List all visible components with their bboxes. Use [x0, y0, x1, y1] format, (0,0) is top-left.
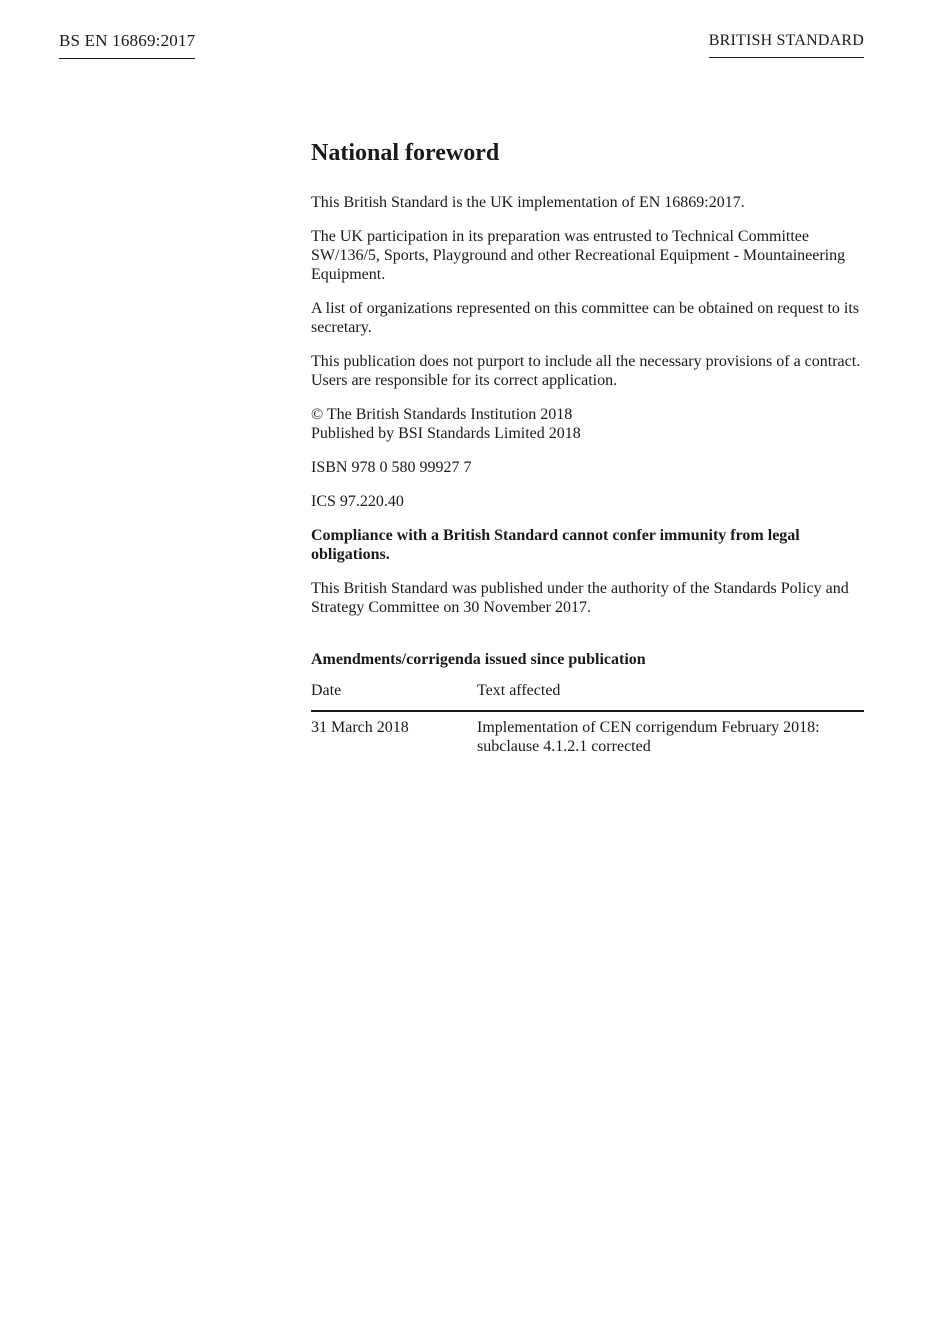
copyright-line: © The British Standards Institution 2018 — [311, 406, 573, 423]
isbn-line: ISBN 978 0 580 99927 7 — [311, 459, 472, 476]
table-row — [311, 711, 864, 756]
committee-paragraph: The UK participation in its preparation was entrusted to Technical Committee SW/136/5, Sports, Playground and other Recreational Equipment - Mountaineering Equipment. — [311, 228, 846, 283]
table-header-row — [311, 679, 864, 711]
ics-line: ICS 97.220.40 — [311, 493, 404, 510]
document-type: BRITISH STANDARD — [709, 31, 864, 58]
foreword-section — [311, 138, 864, 756]
text-affected-column-header: Text affected — [477, 679, 864, 711]
amendment-text-cell: Implementation of CEN corrigendum February 2018: subclause 4.1.2.1 corrected — [477, 719, 820, 755]
publisher-line: Published by BSI Standards Limited 2018 — [311, 425, 581, 442]
compliance-statement: Compliance with a British Standard cannot confer immunity from legal obligations. — [311, 527, 800, 563]
authority-paragraph: This British Standard was published under the authority of the Standards Policy and Strategy Committee on 30 November 2017. — [311, 580, 849, 616]
page-title: National foreword — [311, 140, 500, 166]
implementation-paragraph: This British Standard is the UK implementation of EN 16869:2017. — [311, 194, 745, 211]
document-number: BS EN 16869:2017 — [59, 30, 195, 59]
amendments-table — [311, 679, 864, 756]
copyright-block — [311, 405, 864, 443]
organizations-paragraph: A list of organizations represented on this committee can be obtained on request to its secretary. — [311, 300, 860, 336]
amendments-heading: Amendments/corrigenda issued since publication — [311, 651, 646, 668]
provisions-paragraph: This publication does not purport to include all the necessary provisions of a contract. Users are responsible for its correct application. — [311, 353, 861, 389]
amendment-date-cell: 31 March 2018 — [311, 719, 409, 736]
date-column-header: Date — [311, 679, 477, 711]
